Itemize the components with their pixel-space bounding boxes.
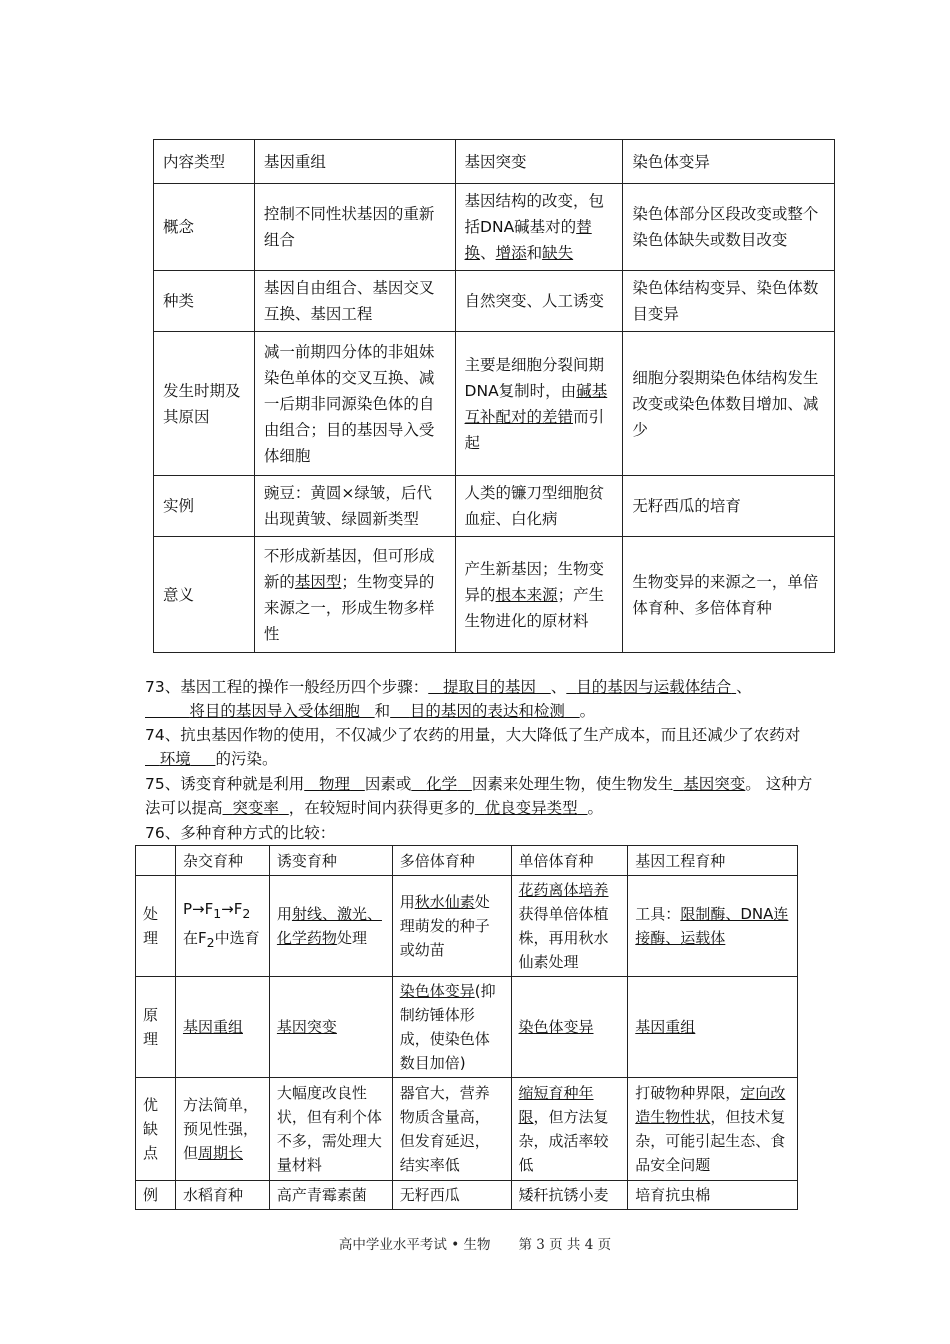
row-label: 处理	[136, 876, 176, 977]
table-cell	[628, 977, 798, 1078]
underlined-answer: 限制酶、DNA连接酶、运载体	[635, 905, 789, 947]
cell-text: 细胞分裂期染色体结构发生改变或染色体数目增加、减少	[632, 368, 819, 439]
cell-text: 染色体结构变异、染色体数目变异	[632, 279, 819, 323]
table-cell	[511, 876, 628, 977]
q74-answer-1: 环境	[159, 750, 191, 768]
cell-text: 无籽西瓜	[399, 1186, 460, 1204]
underlined-answer: 秋水仙素	[414, 893, 475, 911]
q75-answer-2: 化学	[426, 775, 458, 793]
cell-text: ，但方法复杂，成活率较低	[518, 1108, 609, 1174]
cell-text: 处理	[336, 929, 367, 947]
q73-text: 。	[579, 702, 596, 720]
table-cell	[254, 476, 455, 537]
header-cell: 内容类型	[154, 140, 255, 184]
underlined-answer: 基因重组	[182, 1018, 243, 1036]
cell-text: 打破物种界限，	[635, 1084, 741, 1102]
table-cell	[455, 537, 623, 653]
cell-text: 用	[399, 893, 415, 911]
underlined-answer: 增添	[495, 244, 527, 262]
underlined-answer: 基因型	[294, 572, 342, 591]
table-cell	[623, 537, 835, 653]
underlined-answer: 周期长	[197, 1144, 243, 1162]
underlined-answer: 碱基互补配对的差错	[464, 381, 608, 426]
cell-text: 基因结构的改变，包括DNA碱基对的	[464, 192, 605, 236]
row-label: 优缺点	[136, 1078, 176, 1181]
cell-text: 水稻育种	[182, 1186, 243, 1204]
subscript: 2	[242, 906, 251, 921]
table-cell	[628, 1078, 798, 1181]
underlined-answer: 花药离体培养	[518, 881, 609, 899]
underlined-answer: 根本来源	[495, 585, 558, 604]
table-cell	[254, 332, 455, 476]
q75-text: ，在较短时间内获得更多的	[288, 799, 475, 817]
question-73	[145, 675, 815, 723]
cell-text: 控制不同性状基因的重新组合	[263, 205, 435, 249]
table-cell	[623, 184, 835, 271]
table-row	[154, 184, 835, 271]
cell-text: →F	[221, 900, 243, 918]
table-row	[154, 332, 835, 476]
q73-text: 和	[374, 702, 391, 720]
cell-text: 在F	[182, 929, 207, 947]
table-cell	[254, 271, 455, 332]
footer-page-number: 第 3 页 共 4 页	[518, 1237, 612, 1253]
cell-text: 矮秆抗锈小麦	[518, 1186, 609, 1204]
table-cell	[392, 977, 511, 1078]
underlined-answer: 基因重组	[635, 1018, 696, 1036]
q73-answer-2: 目的基因与运载体结合	[576, 678, 732, 696]
q73-answer-1: 提取目的基因	[443, 678, 537, 696]
table-cell	[455, 476, 623, 537]
table-cell	[269, 977, 392, 1078]
table-cell	[623, 332, 835, 476]
cell-text: 染色体部分区段改变或整个染色体缺失或数目改变	[632, 205, 819, 249]
header-cell: 基因突变	[455, 140, 623, 184]
row-label: 例	[136, 1181, 176, 1210]
cell-text: ；产生生物进化的原材料	[464, 585, 605, 630]
q73-text: 、	[550, 678, 567, 696]
row-label: 概念	[154, 184, 255, 271]
cell-text: 减一前期四分体的非姐妹染色单体的交叉互换、减一后期非同源染色体的自由组合；目的基因导入受体细胞	[263, 342, 435, 465]
table-cell	[511, 1078, 628, 1181]
cell-text: 和	[526, 244, 543, 262]
q75-text: 因素来处理生物，使生物发生	[471, 775, 674, 793]
table-cell	[511, 1181, 628, 1210]
table-cell	[269, 1078, 392, 1181]
table-cell	[269, 876, 392, 977]
q74-text: 的污染。	[215, 750, 278, 768]
question-75	[145, 772, 815, 820]
q73-answer-3: 将目的基因导入受体细胞	[189, 702, 360, 720]
q75-answer-4: 突变率	[232, 799, 279, 817]
table-cell	[269, 1181, 392, 1210]
table-cell	[392, 1078, 511, 1181]
q75-text: 因素或	[364, 775, 412, 793]
q74-text: 74、抗虫基因作物的使用，不仅减少了农药的用量，大大降低了生产成本，而且还减少了农药对	[145, 726, 801, 744]
cell-text: 器官大，营养物质含量高，但发育延迟，结实率低	[399, 1084, 490, 1174]
q75-text: 。	[587, 799, 604, 817]
header-cell: 多倍体育种	[392, 846, 511, 876]
table-cell	[392, 1181, 511, 1210]
subscript: 1	[213, 906, 222, 921]
cell-text: 中选育	[214, 929, 260, 947]
cell-text: 产生新基因；生物变异的	[464, 559, 605, 604]
breeding-methods-table	[135, 845, 798, 1210]
header-cell: 基因工程育种	[628, 846, 798, 876]
row-label: 原理	[136, 977, 176, 1078]
table-cell	[623, 476, 835, 537]
cell-text: 自然突变、人工诱变	[464, 292, 605, 310]
cell-text: 而引起	[464, 407, 605, 452]
underlined-answer: 定向改造生物性状	[635, 1084, 786, 1126]
header-cell: 杂交育种	[175, 846, 269, 876]
underlined-answer: 基因突变	[276, 1018, 337, 1036]
table-cell	[175, 1181, 269, 1210]
q75-text: 。 这种方法可以提高	[145, 775, 813, 817]
subscript: 2	[206, 935, 215, 950]
table-header-row	[154, 140, 835, 184]
table-row	[136, 977, 798, 1078]
table-cell	[628, 876, 798, 977]
cell-text: 、	[480, 244, 496, 262]
table-cell	[392, 876, 511, 977]
table-cell	[175, 977, 269, 1078]
header-cell: 诱变育种	[269, 846, 392, 876]
table-row	[154, 537, 835, 653]
underlined-answer: 射线、激光、化学药物	[276, 905, 382, 947]
cell-text: 无籽西瓜的培育	[632, 497, 741, 515]
table-cell	[628, 1181, 798, 1210]
comparison-table-variation	[153, 139, 835, 653]
cell-text: 不形成新基因，但可形成新的	[263, 546, 435, 591]
header-cell: 单倍体育种	[511, 846, 628, 876]
table-cell	[254, 184, 455, 271]
table-cell	[254, 537, 455, 653]
table-cell	[175, 876, 269, 977]
q73-text: 、	[736, 678, 752, 696]
table-header-row	[136, 846, 798, 876]
cell-text: 基因自由组合、基因交叉互换、基因工程	[263, 279, 435, 323]
row-label: 实例	[154, 476, 255, 537]
header-cell: 基因重组	[254, 140, 455, 184]
cell-text: 大幅度改良性状，但有利个体不多，需处理大量材料	[276, 1084, 382, 1174]
cell-text: 生物变异的来源之一，单倍体育种、多倍体育种	[632, 572, 819, 617]
table-cell	[175, 1078, 269, 1181]
underlined-answer: 染色体变异	[399, 982, 475, 1000]
footer-exam-title: 高中学业水平考试 • 生物	[338, 1237, 491, 1253]
cell-text: 用	[276, 905, 292, 923]
cell-text: 培育抗虫棉	[635, 1186, 711, 1204]
cell-text: ，但技术复杂，可能引起生态、食品安全问题	[635, 1108, 786, 1174]
cell-text: 主要是细胞分裂间期DNA复制时，由	[464, 355, 605, 400]
underlined-answer: 缩短育种年限	[518, 1084, 594, 1126]
row-label: 种类	[154, 271, 255, 332]
table-cell	[623, 271, 835, 332]
cell-text: ；生物变异的来源之一，形成生物多样性	[263, 572, 435, 643]
page-footer	[0, 1233, 950, 1253]
cell-text: 豌豆：黄圆×绿皱，后代出现黄皱、绿圆新类型	[263, 484, 432, 528]
cell-text: 获得单倍体植株，再用秋水仙素处理	[518, 905, 609, 971]
cell-text: (抑制纺锤体形成，使染色体数目加倍)	[399, 982, 496, 1072]
row-label: 发生时期及其原因	[154, 332, 255, 476]
q73-text: 73、基因工程的操作一般经历四个步骤：	[145, 678, 429, 696]
table-row	[136, 876, 798, 977]
cell-text: 工具：	[635, 905, 681, 923]
table-row	[154, 271, 835, 332]
cell-text: 处理萌发的种子或幼苗	[399, 893, 490, 959]
question-74	[145, 723, 815, 771]
underlined-answer: 替换	[464, 218, 592, 262]
cell-text: P→F	[182, 900, 214, 918]
q75-answer-5: 优良变异类型	[484, 799, 578, 817]
table-row	[136, 1078, 798, 1181]
row-label: 意义	[154, 537, 255, 653]
q75-answer-3: 基因突变	[683, 775, 746, 793]
header-cell	[136, 846, 176, 876]
q75-answer-1: 物理	[319, 775, 351, 793]
q75-text: 75、诱变育种就是利用	[145, 775, 305, 793]
cell-text: 高产青霉素菌	[276, 1186, 367, 1204]
cell-text: 方法简单，预见性强，但	[182, 1096, 258, 1162]
q73-answer-4: 目的基因的表达和检测	[409, 702, 565, 720]
table-row	[136, 1181, 798, 1210]
table-row	[154, 476, 835, 537]
table-cell	[455, 271, 623, 332]
header-cell: 染色体变异	[623, 140, 835, 184]
cell-text: 人类的镰刀型细胞贫血症、白化病	[464, 484, 605, 528]
table-cell	[455, 332, 623, 476]
table-cell	[511, 977, 628, 1078]
underlined-answer: 染色体变异	[518, 1018, 594, 1036]
table-cell	[455, 184, 623, 271]
underlined-answer: 缺失	[542, 244, 574, 262]
question-76-title: 76、多种育种方式的比较：	[145, 824, 336, 842]
